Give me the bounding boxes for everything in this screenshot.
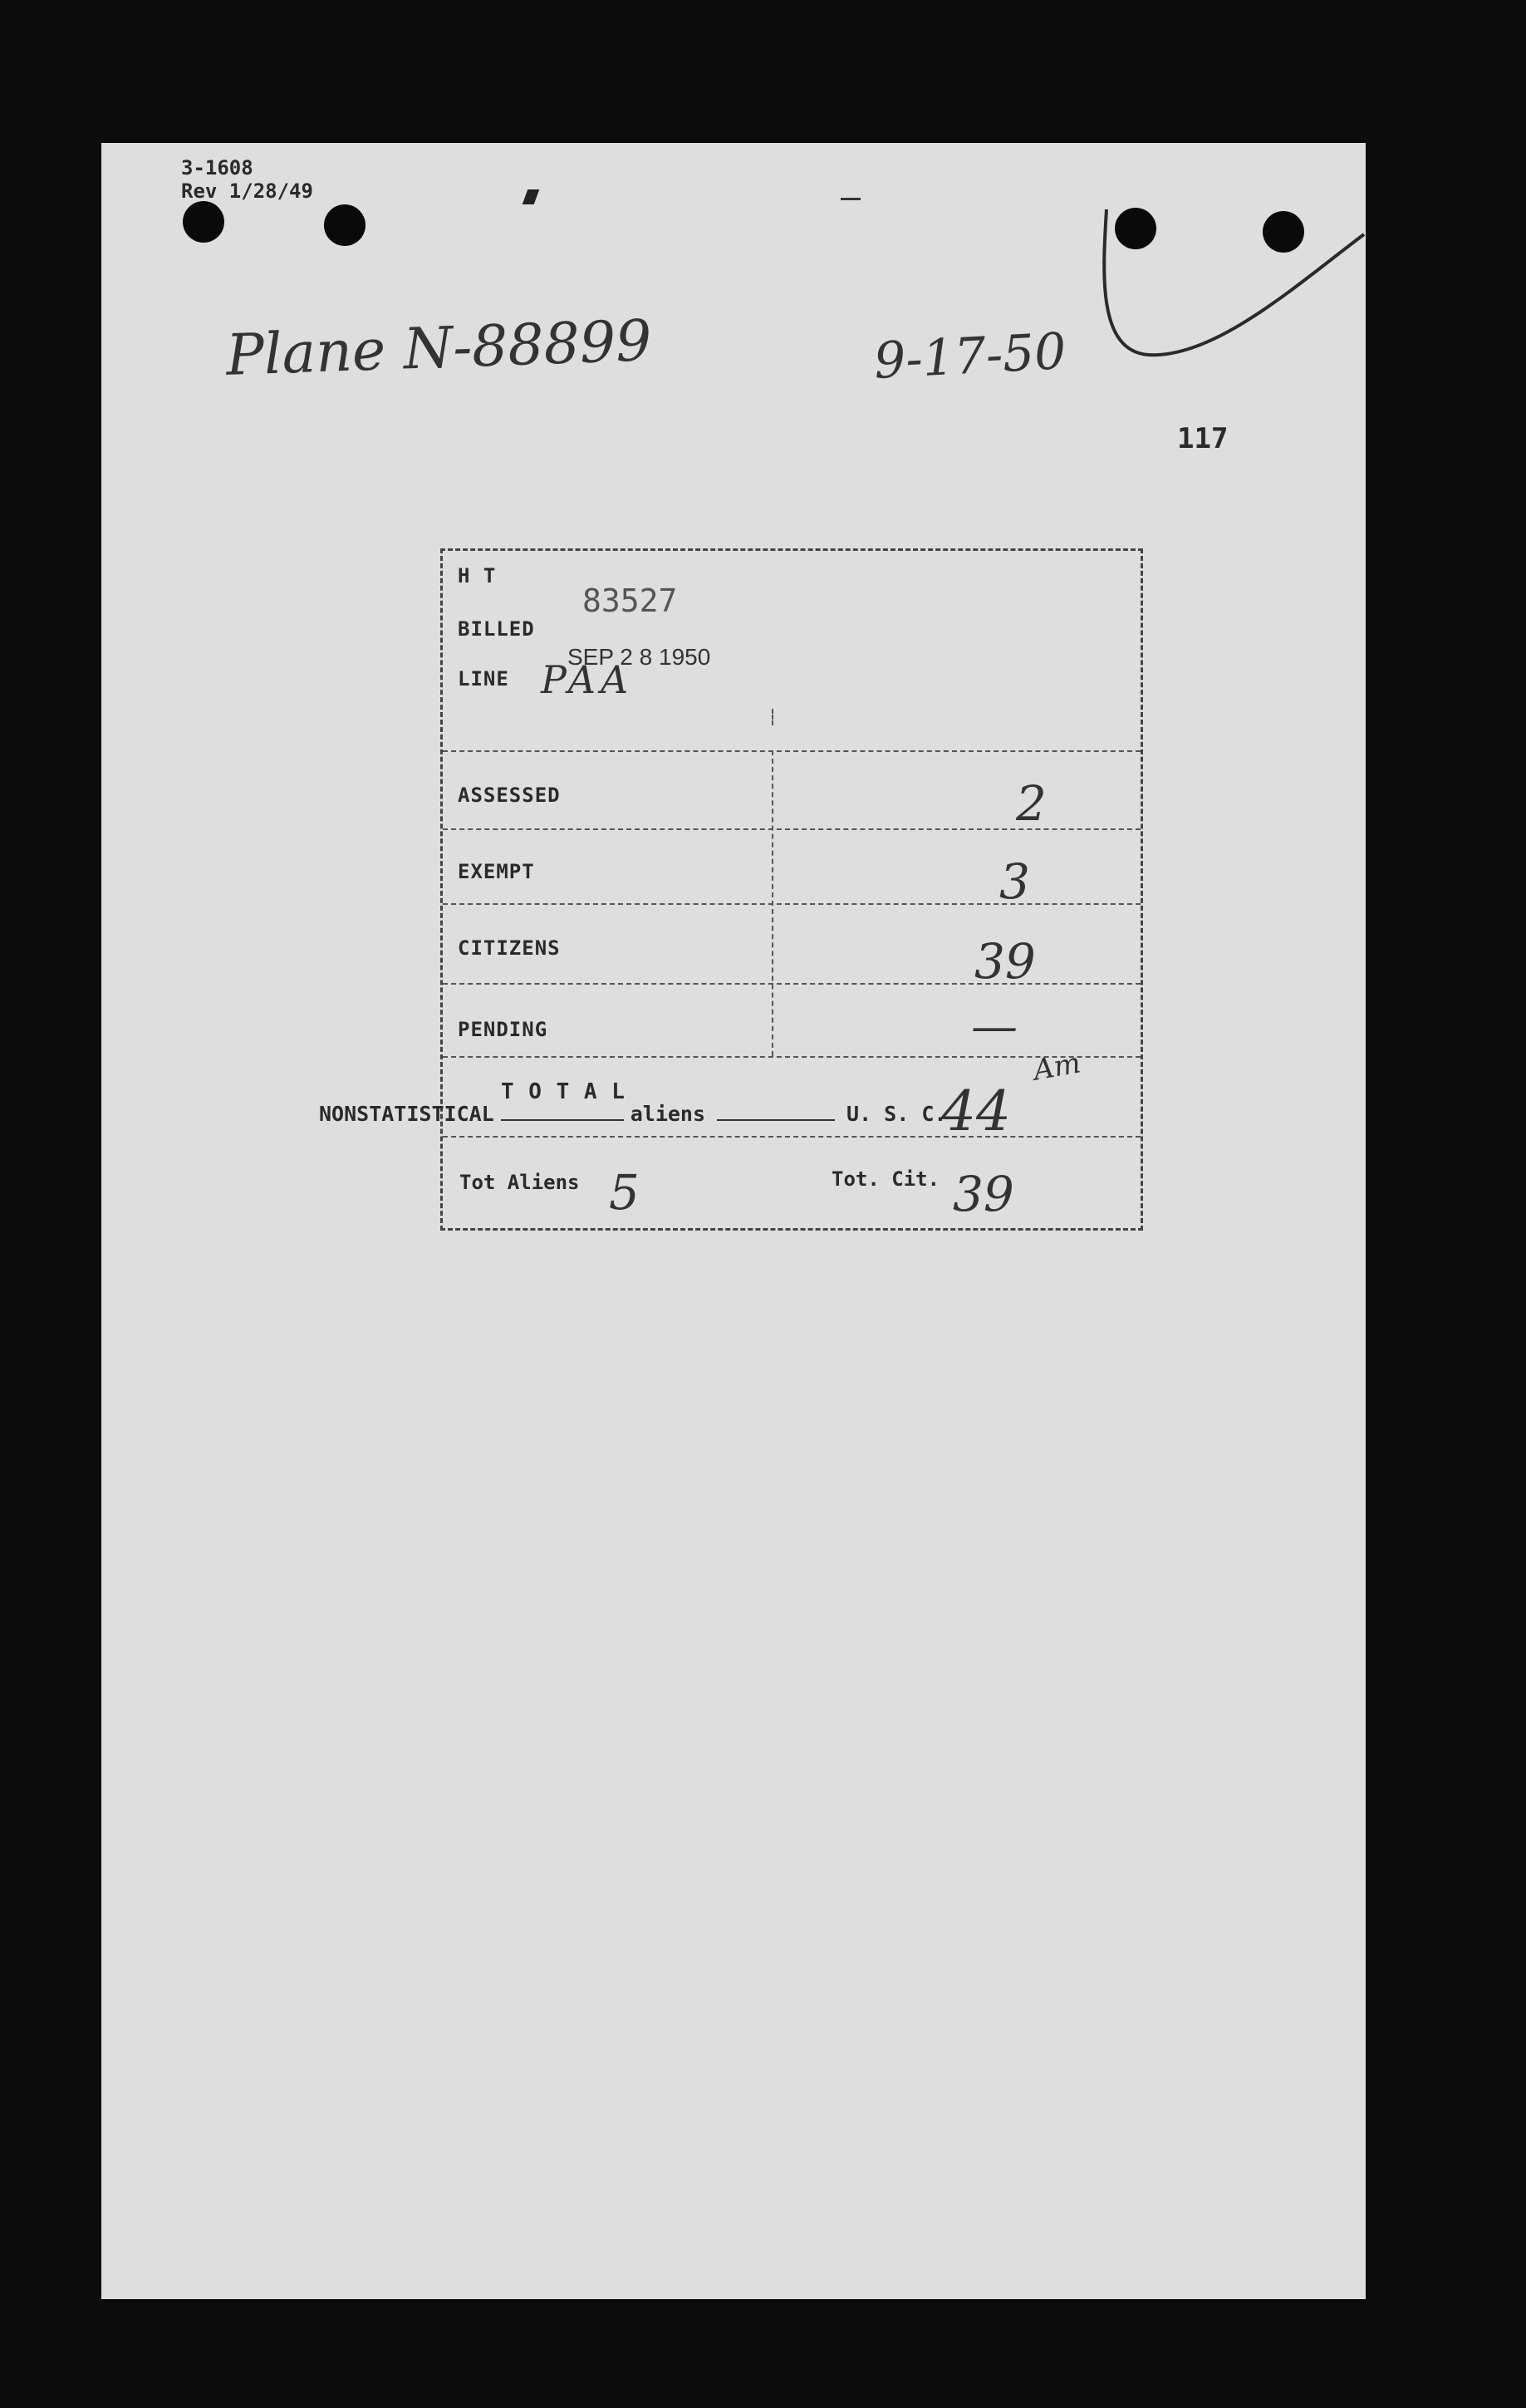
exempt-label: EXEMPT bbox=[458, 860, 535, 883]
form-revision: Rev 1/28/49 bbox=[181, 179, 313, 203]
nonstatistical-line bbox=[319, 1102, 946, 1126]
divider bbox=[443, 1136, 1141, 1138]
assessed-label: ASSESSED bbox=[458, 784, 561, 807]
line-value: PAA bbox=[541, 657, 634, 702]
ink-mark bbox=[523, 189, 540, 204]
citizens-value: 39 bbox=[974, 933, 1036, 990]
billed-date-stamp: SEP 2 8 1950 bbox=[567, 644, 711, 670]
ht-label: H T bbox=[458, 564, 497, 587]
assessed-value: 2 bbox=[1016, 775, 1047, 832]
blank-line bbox=[501, 1119, 624, 1121]
citizens-label: CITIZENS bbox=[458, 936, 561, 960]
punch-hole bbox=[183, 201, 224, 243]
blank-line bbox=[717, 1119, 835, 1121]
aliens-label: aliens bbox=[630, 1102, 706, 1126]
plane-number: Plane N-88899 bbox=[224, 308, 653, 389]
arrival-date: 9-17-50 bbox=[872, 322, 1068, 391]
form-number: 3-1608 bbox=[181, 156, 253, 179]
document-page bbox=[101, 143, 1366, 2299]
divider bbox=[443, 750, 1141, 752]
tot-cit-label: Tot. Cit. bbox=[832, 1167, 940, 1191]
tot-aliens-value: 5 bbox=[609, 1164, 640, 1221]
tot-cit-value: 39 bbox=[953, 1166, 1014, 1222]
divider bbox=[443, 983, 1141, 985]
pending-value: — bbox=[971, 1000, 1018, 1054]
total-label: T O T A L bbox=[501, 1079, 626, 1104]
divider bbox=[443, 903, 1141, 905]
divider bbox=[443, 828, 1141, 830]
total-value: 44 bbox=[941, 1079, 1011, 1143]
ht-number: 83527 bbox=[582, 582, 678, 619]
exempt-value: 3 bbox=[999, 853, 1030, 910]
page-number: 117 bbox=[1177, 422, 1229, 455]
line-label: LINE bbox=[458, 667, 509, 690]
checkmark-icon bbox=[1098, 184, 1372, 384]
ink-mark bbox=[841, 198, 861, 200]
nonstatistical-label: NONSTATISTICAL bbox=[319, 1102, 494, 1126]
usc-label: U. S. C. bbox=[846, 1102, 947, 1126]
tot-aliens-label: Tot Aliens bbox=[459, 1171, 580, 1194]
inspector-initials: Am bbox=[1030, 1046, 1083, 1088]
tally-box bbox=[440, 548, 1143, 1231]
divider bbox=[772, 709, 773, 725]
punch-hole bbox=[324, 204, 366, 246]
pending-label: PENDING bbox=[458, 1018, 548, 1041]
billed-label: BILLED bbox=[458, 617, 535, 641]
